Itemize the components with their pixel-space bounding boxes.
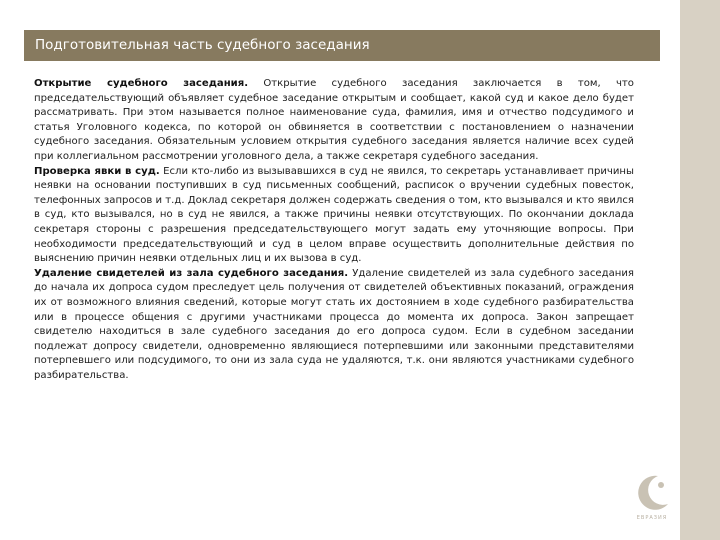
paragraph-text: Если кто-либо из вызывавшихся в суд не явился, то секретарь устанавливает причины неявки на основании поступивших в суд письменных сообщений, расписок о вручении судебных повесток, телефонных запросов и т.д. Доклад секретаря должен содержать сведения о том, кто вызывался и кто явился в суд, кто вызывался, но в суд не явился, а также причины неявки отсутствующих. По окончании доклада секретаря стороны с разрешения председательствующего могут задать ему уточняющие вопросы. При необходимости председательствующий и суд в целом вправе осуществить дополнительные действия по выяснению причин неявки отдельных лиц и их вызова в суд. [34, 165, 635, 265]
slide-body [34, 77, 634, 383]
paragraph-heading: Открытие судебного заседания. [34, 78, 249, 89]
paragraph-text: Удаление свидетелей из зала судебного заседания до начала их допроса судом преследует цель получения от свидетелей объективных показаний, ограждения их от возможного влияния сведений, которые могут стать их достоянием в ходе судебного разбирательства или в процессе общения с другими участниками процесса до момента их допроса. Закон запрещает свидетелю находиться в зале судебного заседания до его допроса судом. Если в судебном заседании подлежат допросу свидетели, одновременно являющиеся потерпевшими или законными представителями потерпевшего или подсудимого, то они из зала суда не удаляются, т.к. они являются участниками судебного разбирательства. [34, 267, 635, 381]
paragraph-heading: Удаление свидетелей из зала судебного заседания. [34, 267, 349, 279]
paragraph-text: Открытие судебного заседания заключается в том, что председательствующий объявляет судебное заседание открытым и сообщает, какой суд и какое дело будет рассматривать. При этом называется полное наименование суда, фамилия, имя и отчество подсудимого и статья Уголовного кодекса, по которой он обвиняется в соответствии с постановлением о назначении судебного заседания. Обязательным условием открытия судебного заседания является наличие всех судей при коллегиальном рассмотрении уголовного дела, а также секретаря судебного заседания. [34, 78, 634, 162]
paragraph-attendance [34, 165, 634, 267]
paragraph-heading: Проверка явки в суд. [34, 165, 160, 177]
slide-title: Подготовительная часть судебного заседания [24, 30, 660, 61]
crescent-logo-icon [628, 470, 676, 514]
decorative-side-bar [680, 0, 720, 540]
paragraph-witness-removal [34, 267, 634, 384]
logo-text: ЕВРАЗИЯ [636, 515, 668, 521]
logo [628, 470, 676, 526]
paragraph-opening [34, 77, 634, 165]
